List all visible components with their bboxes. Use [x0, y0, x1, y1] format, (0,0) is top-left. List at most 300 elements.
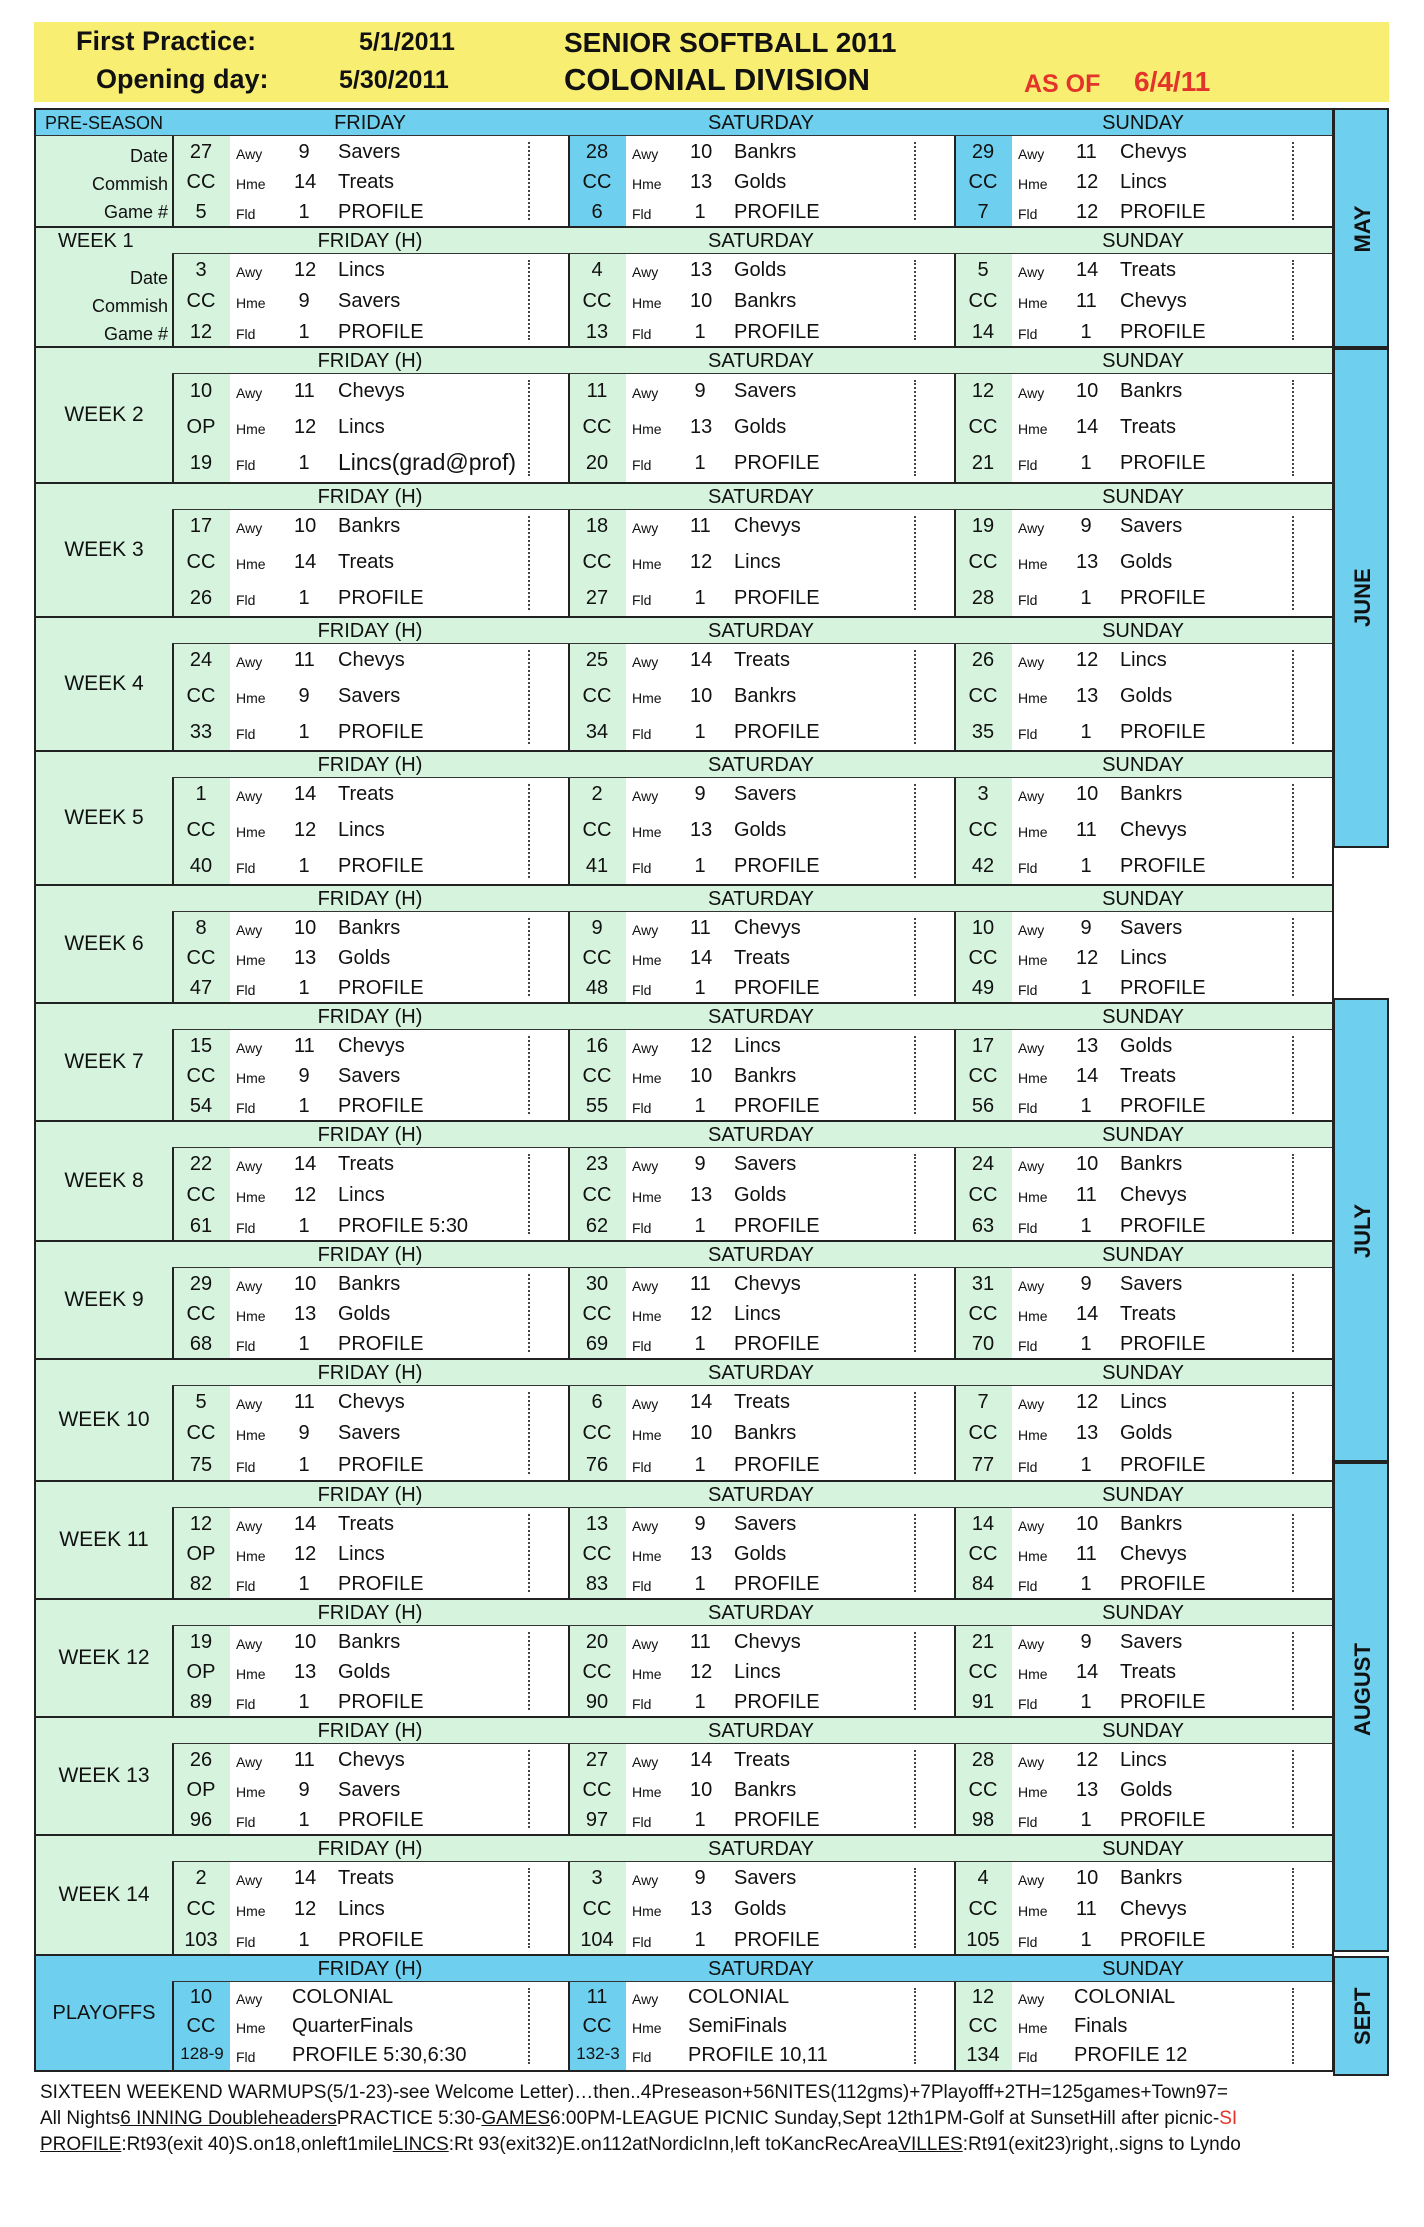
game-date: 12 [189, 1513, 213, 1535]
home-field: 12 [690, 1661, 713, 1683]
game-cell[interactable] [954, 1508, 1332, 1598]
day-header-sat: SATURDAY [568, 1004, 954, 1030]
home-team: Savers [338, 290, 401, 312]
field-number: 1 [1080, 321, 1092, 343]
field-label: Fld [1018, 1459, 1038, 1475]
score-column [914, 1868, 916, 1948]
commissioner: CC [582, 1065, 612, 1087]
home-field: 10 [690, 685, 713, 707]
commissioner: CC [968, 1303, 998, 1325]
home-label: Hme [632, 1189, 662, 1205]
field-label: Fld [632, 2049, 652, 2065]
away-team: Bankrs [734, 141, 797, 163]
field-label: Fld [632, 1220, 652, 1236]
away-team: Chevys [338, 380, 405, 402]
field-number: 1 [694, 587, 706, 609]
row-label-date: Date [129, 146, 168, 166]
field-label: Fld [236, 1696, 256, 1712]
game-number: 41 [585, 855, 609, 877]
away-field: 14 [690, 649, 713, 671]
field-number: 1 [1080, 452, 1092, 474]
game-date: 4 [977, 1867, 989, 1889]
score-column [1292, 650, 1294, 744]
score-column [528, 784, 530, 878]
field-label: Fld [1018, 1814, 1038, 1830]
score-column [528, 1632, 530, 1710]
day-header-sat: SATURDAY [568, 228, 954, 254]
home-team: Chevys [1120, 819, 1187, 841]
field-site: PROFILE [734, 1573, 820, 1595]
day-header-sun: SUNDAY [954, 1360, 1332, 1386]
commissioner: CC [186, 1184, 216, 1206]
footer-picnic: 6:00PM-LEAGUE PICNIC Sunday,Sept 12th1PM-Golf at SunsetHill after picnic- [550, 2108, 1220, 2129]
game-cell[interactable] [172, 1626, 568, 1716]
score-column [528, 516, 530, 610]
home-label: Hme [236, 1070, 266, 1086]
away-team: Bankrs [338, 515, 401, 537]
commissioner: CC [186, 551, 216, 573]
score-column [1292, 380, 1294, 476]
day-header-sat: SATURDAY [568, 1360, 954, 1386]
game-date: 9 [591, 917, 603, 939]
away-team: Savers [734, 1513, 797, 1535]
home-field: 14 [690, 947, 713, 969]
game-number: 55 [585, 1095, 609, 1117]
footer-all-nights: All Nights [40, 2108, 121, 2129]
field-label: Fld [236, 206, 256, 222]
game-date: 26 [971, 649, 995, 671]
away-team: Chevys [734, 917, 801, 939]
home-field: 13 [690, 819, 713, 841]
home-field: 13 [294, 947, 317, 969]
away-field: 9 [1080, 917, 1092, 939]
field-number: 12 [1076, 201, 1099, 223]
home-label: Hme [236, 176, 266, 192]
game-cell[interactable] [568, 374, 954, 482]
field-number: 1 [694, 855, 706, 877]
game-cell[interactable] [172, 254, 568, 346]
game-cell[interactable] [172, 644, 568, 750]
commissioner: CC [968, 1422, 998, 1444]
home-field: 14 [1076, 1065, 1099, 1087]
away-label: Awy [632, 1040, 659, 1056]
score-column [528, 142, 530, 220]
home-field: 13 [690, 171, 713, 193]
week-label [36, 228, 172, 346]
home-team: Golds [734, 416, 787, 438]
game-cell[interactable] [172, 1862, 568, 1954]
field-label: Fld [236, 726, 256, 742]
game-cell[interactable] [954, 510, 1332, 616]
home-field: 12 [294, 819, 317, 841]
away-label: Awy [236, 520, 263, 536]
day-header-sun: SUNDAY [954, 1956, 1332, 1982]
week-label [36, 484, 172, 616]
game-number: 20 [585, 452, 609, 474]
game-cell[interactable] [954, 1744, 1332, 1834]
score-column [1292, 1632, 1294, 1710]
home-field: 12 [294, 416, 317, 438]
home-team: Chevys [1120, 1184, 1187, 1206]
field-label: Fld [632, 457, 652, 473]
home-label: Hme [1018, 690, 1048, 706]
field-site: PROFILE [338, 1333, 424, 1355]
game-cell[interactable] [172, 1386, 568, 1480]
game-cell[interactable] [172, 1268, 568, 1358]
away-label: Awy [632, 1158, 659, 1174]
away-field: 9 [298, 141, 310, 163]
game-number: 12 [189, 321, 213, 343]
away-field: 10 [690, 141, 713, 163]
home-label: Hme [632, 176, 662, 192]
game-cell[interactable] [568, 912, 954, 1002]
away-label: Awy [632, 922, 659, 938]
game-cell[interactable] [954, 644, 1332, 750]
away-field: 9 [694, 1513, 706, 1535]
field-site: PROFILE 12 [1074, 2044, 1188, 2066]
home-label: Hme [236, 556, 266, 572]
field-site: PROFILE [1120, 721, 1206, 743]
week-label [36, 348, 172, 482]
game-cell[interactable] [568, 1148, 954, 1240]
field-label: Fld [1018, 2049, 1038, 2065]
field-label: Fld [632, 206, 652, 222]
away-team: Treats [734, 1391, 790, 1413]
commissioner: CC [968, 551, 998, 573]
away-field: 9 [1080, 1631, 1092, 1653]
commissioner: CC [186, 2015, 216, 2037]
day-header-fri: FRIDAY (H) [172, 228, 568, 254]
away-label: Awy [236, 1396, 263, 1412]
home-field: 10 [690, 1779, 713, 1801]
game-number: 48 [585, 977, 609, 999]
home-label: Hme [236, 1427, 266, 1443]
game-cell[interactable] [568, 1030, 954, 1120]
away-label: Awy [236, 1278, 263, 1294]
footer-line-1: SIXTEEN WEEKEND WARMUPS(5/1-23)-see Welcome Letter)…then..4Preseason+56NITES(112gms)+7Playofff+2TH=125games+Town97= [40, 2082, 1229, 2103]
field-site: PROFILE [338, 977, 424, 999]
field-number: 1 [694, 1333, 706, 1355]
commissioner: CC [582, 416, 612, 438]
away-label: Awy [632, 1754, 659, 1770]
game-cell[interactable] [172, 1030, 568, 1120]
home-field: 13 [294, 1303, 317, 1325]
home-team: Lincs [338, 819, 385, 841]
field-number: 1 [298, 1809, 310, 1831]
home-field: 9 [298, 1422, 310, 1444]
home-field: 14 [294, 171, 317, 193]
away-label: Awy [236, 1872, 263, 1888]
footer-line-3 [40, 2134, 1410, 2156]
week-label [36, 110, 172, 226]
commissioner: CC [968, 1898, 998, 1920]
game-cell[interactable] [568, 254, 954, 346]
away-label: Awy [236, 1991, 263, 2007]
field-site: PROFILE [1120, 977, 1206, 999]
title-senior-softball: SENIOR SOFTBALL 2011 [564, 27, 897, 58]
away-team: Treats [338, 1867, 394, 1889]
footer-villes-directions: :Rt91(exit23)right,.signs to Lyndo [962, 2134, 1241, 2155]
day-header-sun: SUNDAY [954, 1836, 1332, 1862]
field-label: Fld [1018, 1696, 1038, 1712]
field-site: PROFILE 5:30 [338, 1215, 469, 1237]
game-cell[interactable] [172, 374, 568, 482]
field-site: PROFILE [338, 587, 424, 609]
away-team: Savers [734, 783, 797, 805]
game-date: 28 [585, 141, 609, 163]
game-number: 34 [585, 721, 609, 743]
field-site: PROFILE [338, 1929, 424, 1951]
day-header-sat: SATURDAY [568, 1600, 954, 1626]
game-cell[interactable] [568, 510, 954, 616]
game-cell[interactable] [172, 778, 568, 884]
game-cell[interactable] [568, 136, 954, 226]
home-field: 11 [1076, 1543, 1097, 1565]
game-date: 3 [591, 1867, 603, 1889]
game-cell[interactable] [568, 1508, 954, 1598]
score-column [914, 784, 916, 878]
away-team: Lincs [1120, 649, 1167, 671]
field-site: PROFILE 10,11 [688, 2044, 828, 2066]
game-cell[interactable] [568, 778, 954, 884]
game-cell[interactable] [172, 1148, 568, 1240]
game-cell[interactable] [172, 1744, 568, 1834]
day-header-sun: SUNDAY [954, 1482, 1332, 1508]
home-field: 12 [1076, 171, 1099, 193]
home-field: 10 [690, 1065, 713, 1087]
game-number: 56 [971, 1095, 995, 1117]
away-label: Awy [632, 1518, 659, 1534]
game-date: 8 [195, 917, 207, 939]
game-date: 16 [585, 1035, 609, 1057]
score-column [1292, 1988, 1294, 2064]
field-number: 1 [694, 1454, 706, 1476]
game-cell[interactable] [954, 1268, 1332, 1358]
day-header-fri: FRIDAY (H) [172, 1242, 568, 1268]
home-field: 13 [294, 1661, 317, 1683]
score-column [1292, 1514, 1294, 1592]
away-team: Bankrs [1120, 380, 1183, 402]
game-number: 35 [971, 721, 995, 743]
field-number: 1 [694, 1809, 706, 1831]
home-label: Hme [1018, 176, 1048, 192]
home-field: 13 [1076, 1779, 1099, 1801]
game-cell[interactable] [172, 510, 568, 616]
away-field: 11 [294, 380, 315, 402]
home-team: Savers [338, 1065, 401, 1087]
week-title: WEEK 3 [64, 538, 144, 561]
away-field: 9 [1080, 515, 1092, 537]
week-row [36, 1718, 1332, 1836]
score-column [1292, 1392, 1294, 1474]
commissioner: CC [186, 1065, 216, 1087]
field-number: 1 [1080, 1095, 1092, 1117]
away-label: Awy [1018, 1278, 1045, 1294]
day-header-sun: SUNDAY [954, 228, 1332, 254]
away-label: Awy [1018, 922, 1045, 938]
opening-day-label: Opening day: [96, 64, 269, 94]
away-label: Awy [632, 385, 659, 401]
game-cell[interactable] [568, 1982, 954, 2070]
field-label: Fld [1018, 1578, 1038, 1594]
month-bar [1333, 108, 1389, 348]
field-number: 1 [694, 201, 706, 223]
home-label: Hme [236, 1548, 266, 1564]
game-cell[interactable] [172, 912, 568, 1002]
away-team: Savers [1120, 1273, 1183, 1295]
week-label [36, 1956, 172, 2070]
away-team: Treats [734, 1749, 790, 1771]
as-of-label: AS OF [1024, 70, 1101, 98]
field-site: PROFILE [338, 1095, 424, 1117]
field-number: 1 [298, 977, 310, 999]
game-cell[interactable] [954, 1148, 1332, 1240]
commissioner: CC [968, 2015, 998, 2037]
home-team: Golds [1120, 685, 1173, 707]
away-label: Awy [1018, 146, 1045, 162]
week-title: WEEK 14 [58, 1883, 150, 1906]
field-number: 1 [298, 1215, 310, 1237]
day-header-sat: SATURDAY [568, 1122, 954, 1148]
game-date: 24 [971, 1153, 995, 1175]
day-header-sun: SUNDAY [954, 110, 1332, 136]
game-date: 25 [585, 649, 609, 671]
game-cell[interactable] [954, 912, 1332, 1002]
month-label: JUNE [1350, 568, 1375, 627]
away-field: 9 [1080, 1273, 1092, 1295]
field-label: Fld [632, 592, 652, 608]
day-header-sun: SUNDAY [954, 1600, 1332, 1626]
away-field: 12 [1076, 1749, 1099, 1771]
game-cell[interactable] [954, 778, 1332, 884]
home-team: Chevys [1120, 290, 1187, 312]
away-team: Savers [734, 380, 797, 402]
field-number: 1 [1080, 1809, 1092, 1831]
game-cell[interactable] [568, 644, 954, 750]
home-field: 14 [1076, 1661, 1099, 1683]
game-cell[interactable] [954, 1862, 1332, 1954]
away-field: 14 [294, 1513, 317, 1535]
field-label: Fld [632, 326, 652, 342]
game-number: 75 [189, 1454, 213, 1476]
score-column [1292, 1154, 1294, 1234]
score-column [914, 1514, 916, 1592]
game-cell[interactable] [954, 1982, 1332, 2070]
home-label: Hme [632, 690, 662, 706]
week-label [36, 886, 172, 1002]
score-column [528, 380, 530, 476]
home-team: Golds [1120, 1422, 1173, 1444]
game-date: 6 [591, 1391, 603, 1413]
game-cell[interactable] [954, 1626, 1332, 1716]
away-label: Awy [236, 922, 263, 938]
field-number: 1 [694, 321, 706, 343]
home-team: Golds [734, 1543, 787, 1565]
commissioner: CC [582, 2015, 612, 2037]
game-number: 13 [585, 321, 609, 343]
week-row [36, 1600, 1332, 1718]
footer-si: SI [1219, 2108, 1238, 2129]
field-label: Fld [632, 860, 652, 876]
game-cell[interactable] [568, 1268, 954, 1358]
home-team: Savers [338, 1422, 401, 1444]
row-label-game: Game # [103, 202, 168, 222]
home-label: Hme [1018, 421, 1048, 437]
score-column [1292, 918, 1294, 996]
home-team: QuarterFinals [292, 2015, 414, 2037]
away-label: Awy [1018, 1040, 1045, 1056]
game-cell[interactable] [954, 136, 1332, 226]
game-cell[interactable] [172, 1508, 568, 1598]
home-team: Chevys [1120, 1543, 1187, 1565]
home-team: Treats [338, 551, 394, 573]
away-field: 11 [294, 649, 315, 671]
game-cell[interactable] [172, 1982, 568, 2070]
game-cell[interactable] [568, 1862, 954, 1954]
home-team: Lincs [734, 551, 781, 573]
field-number: 1 [1080, 1691, 1092, 1713]
game-number: 27 [585, 587, 609, 609]
home-label: Hme [632, 295, 662, 311]
score-column [528, 1750, 530, 1828]
game-date: 2 [195, 1867, 207, 1889]
day-header-sat: SATURDAY [568, 618, 954, 644]
home-label: Hme [1018, 1903, 1048, 1919]
week-row [36, 1482, 1332, 1600]
field-number: 1 [1080, 855, 1092, 877]
away-field: 11 [294, 1749, 315, 1771]
away-label: Awy [632, 264, 659, 280]
game-number: 5 [195, 201, 207, 223]
field-label: Fld [632, 726, 652, 742]
day-header-sun: SUNDAY [954, 1122, 1332, 1148]
field-label: Fld [236, 457, 256, 473]
home-team: Lincs [338, 416, 385, 438]
game-cell[interactable] [954, 1386, 1332, 1480]
home-field: 10 [690, 1422, 713, 1444]
game-cell[interactable] [954, 254, 1332, 346]
game-cell[interactable] [568, 1626, 954, 1716]
field-label: Fld [1018, 206, 1038, 222]
game-cell[interactable] [954, 374, 1332, 482]
home-field: 13 [690, 1184, 713, 1206]
away-field: 14 [294, 1153, 317, 1175]
home-field: 13 [1076, 1422, 1099, 1444]
game-cell[interactable] [172, 136, 568, 226]
home-label: Hme [632, 1666, 662, 1682]
game-cell[interactable] [568, 1386, 954, 1480]
field-number: 1 [694, 977, 706, 999]
field-number: 1 [298, 855, 310, 877]
home-field: 10 [690, 290, 713, 312]
commissioner: CC [582, 1543, 612, 1565]
game-cell[interactable] [954, 1030, 1332, 1120]
game-cell[interactable] [568, 1744, 954, 1834]
home-team: Lincs [734, 1303, 781, 1325]
away-label: Awy [1018, 520, 1045, 536]
day-header-fri: FRIDAY (H) [172, 1004, 568, 1030]
day-header-fri: FRIDAY (H) [172, 348, 568, 374]
home-field: 14 [294, 551, 317, 573]
day-header-fri: FRIDAY (H) [172, 618, 568, 644]
game-date: 4 [591, 259, 603, 281]
row-label-date: Date [129, 268, 168, 288]
day-header-sun: SUNDAY [954, 1004, 1332, 1030]
field-site: PROFILE [1120, 1454, 1206, 1476]
game-date: 10 [189, 1986, 213, 2008]
home-label: Hme [632, 2020, 662, 2036]
game-number: 49 [971, 977, 995, 999]
